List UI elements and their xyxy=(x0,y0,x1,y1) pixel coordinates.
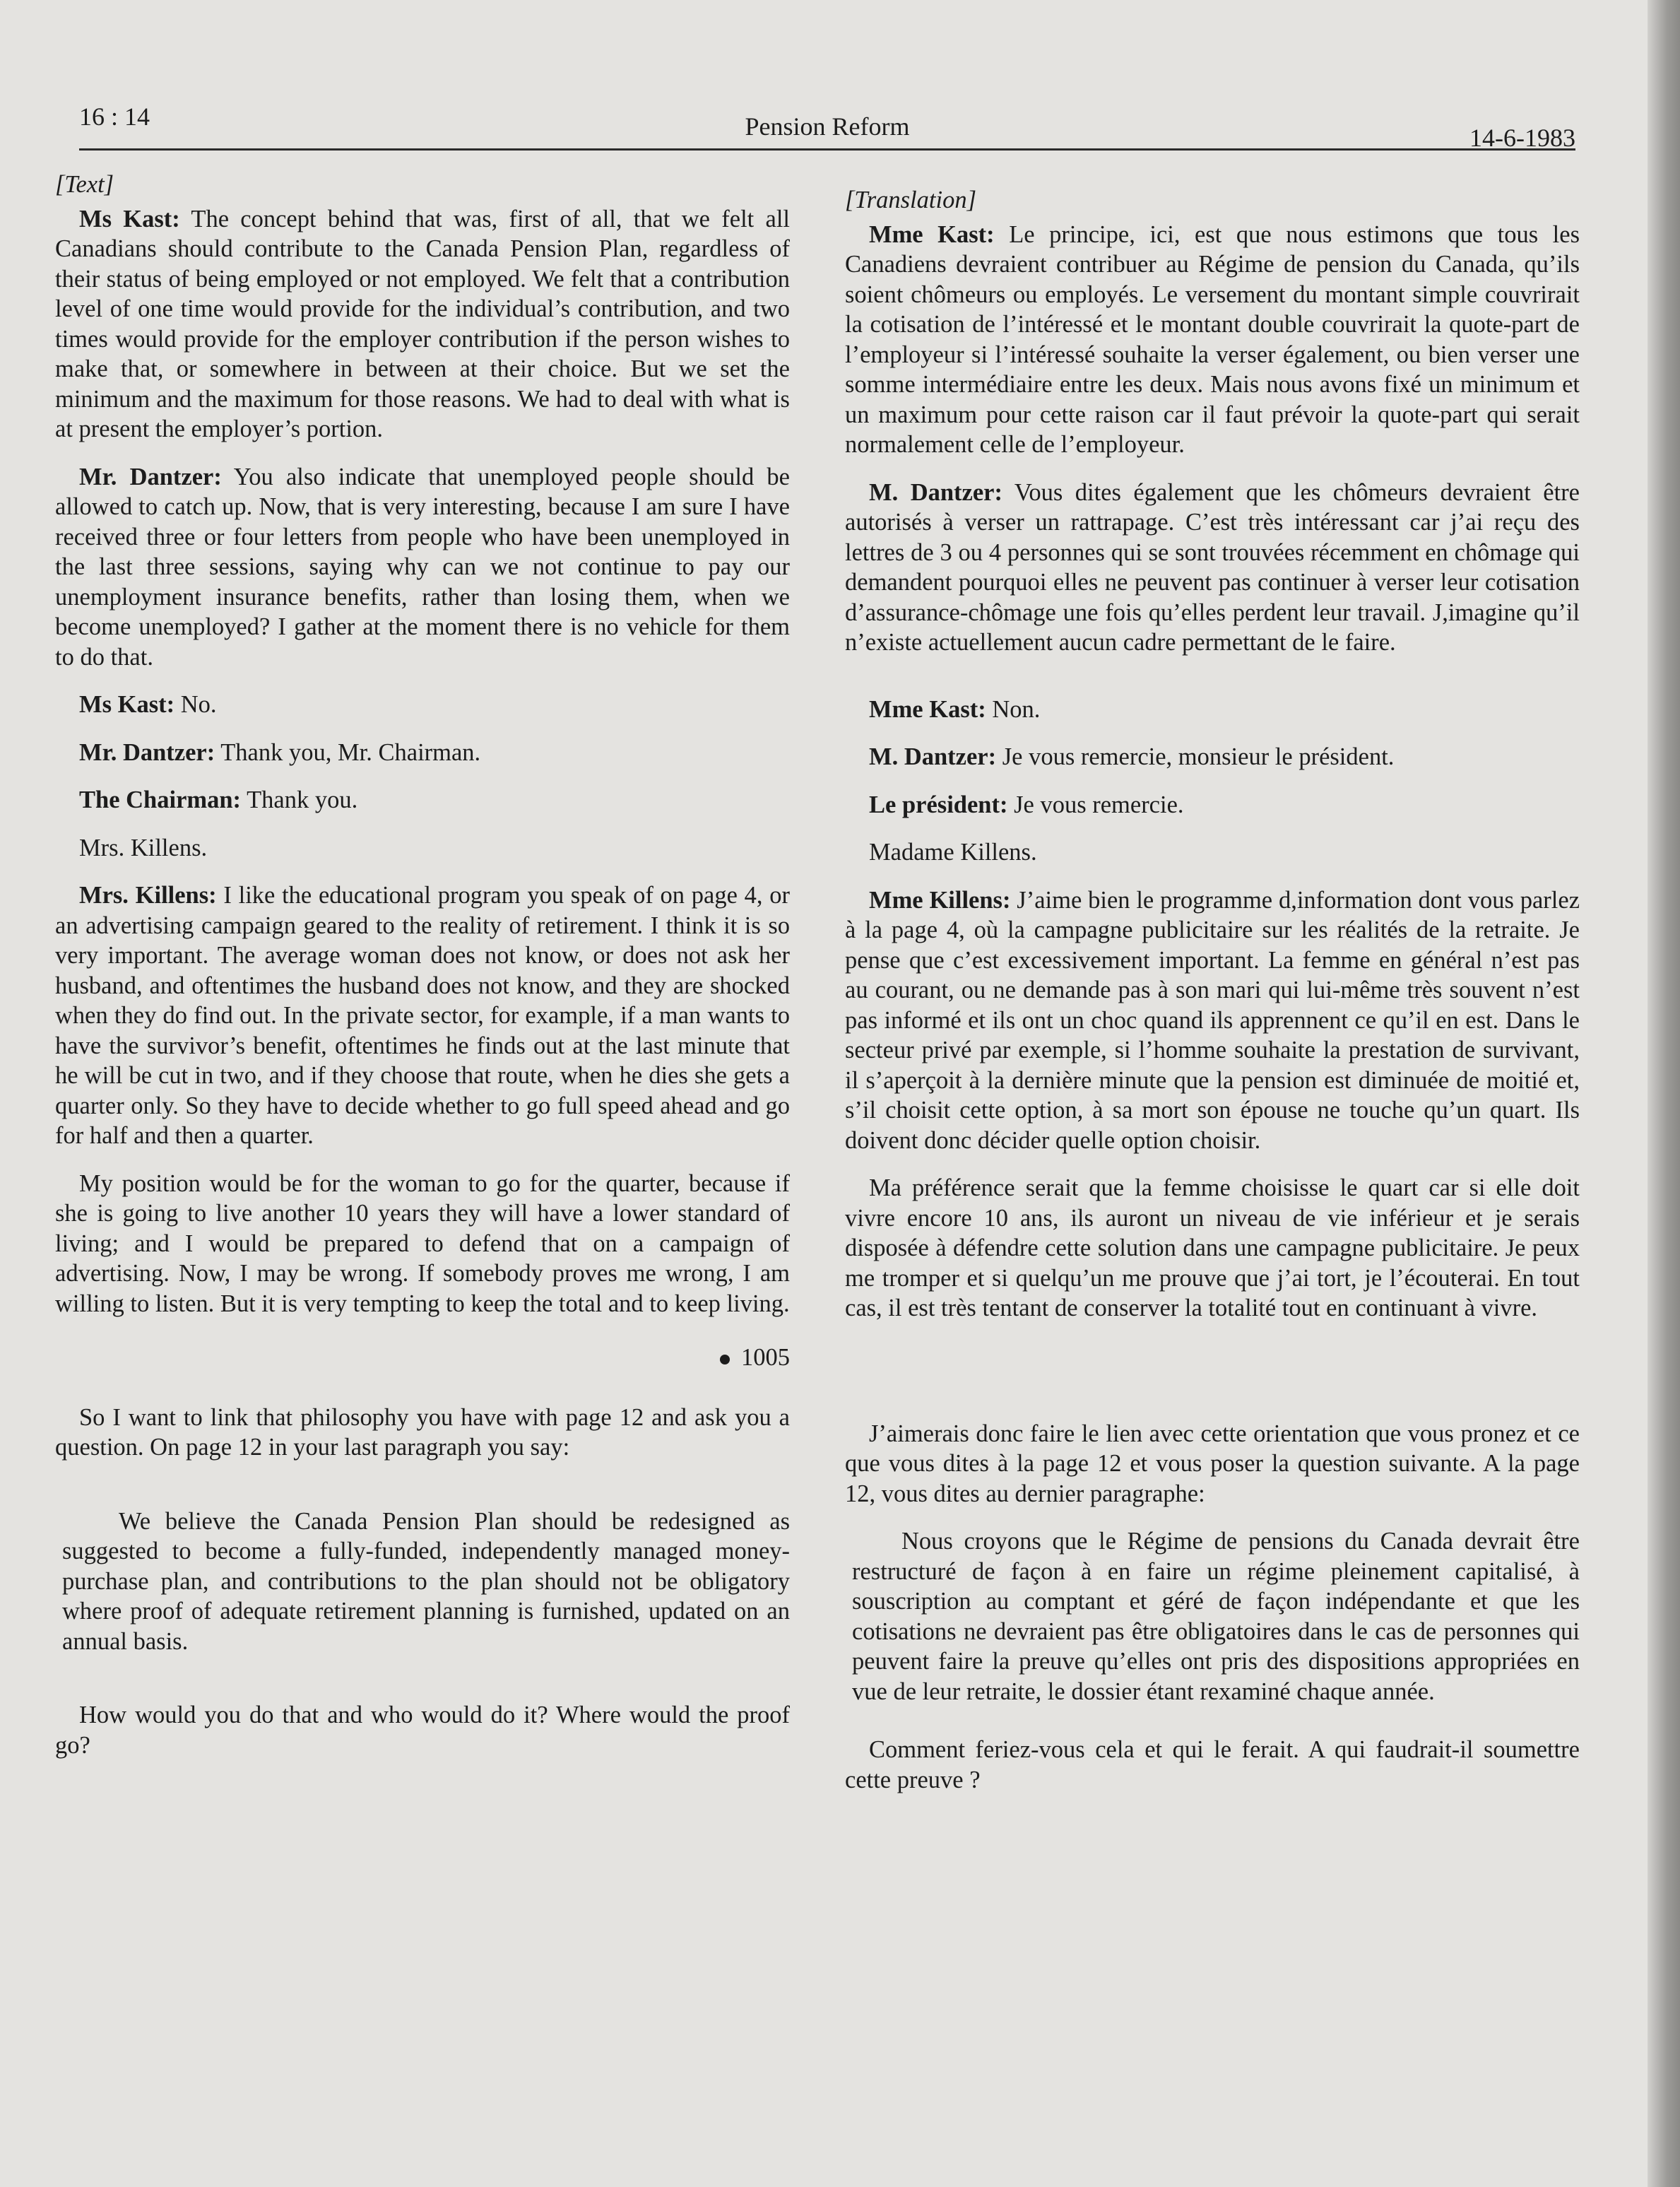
speaker-name: M. Dantzer: xyxy=(869,478,1002,506)
paragraph xyxy=(845,885,1580,1156)
page-header xyxy=(79,98,1575,151)
speaker-name: Mme Kast: xyxy=(869,220,995,248)
paragraph: How would you do that and who would do it? Where would the proof go? xyxy=(55,1702,790,1759)
paragraph xyxy=(845,695,1580,725)
speech-text: Vous dites également que les chômeurs devraient être autorisés à verser un rattrapage. C’est très intéressant car j’ai reçu des lettres de 3 ou 4 personnes qui se sont trouvées récemment en chômage qui demandent pourquoi elles ne peuvent pas continuer à verser leur cotisation d’assurance-chômage une fois qu’elles perdent leur travail. J,imagine qu’il n’existe actuellement aucun cadre permettant de le faire. xyxy=(845,478,1580,656)
french-column xyxy=(845,185,1580,1812)
paragraph: Comment feriez-vous cela et qui le ferait. A qui faudrait-il soumettre cette preuve ? xyxy=(845,1736,1580,1793)
speaker-name: Mr. Dantzer: xyxy=(79,738,215,766)
paragraph xyxy=(55,204,790,444)
time-marker xyxy=(55,1343,790,1373)
speech-text: Je vous remercie. xyxy=(1007,791,1184,818)
speech-text: Je vous remercie, monsieur le président. xyxy=(996,743,1395,770)
speaker-name: Le président: xyxy=(869,791,1008,818)
speaker-name: Mme Killens: xyxy=(869,886,1011,914)
page-date: 14-6-1983 xyxy=(1469,124,1575,152)
page-edge-shadow xyxy=(1648,0,1680,2187)
speaker-name: M. Dantzer: xyxy=(869,743,997,770)
bullet-icon xyxy=(720,1355,730,1364)
english-column xyxy=(55,170,790,1778)
paragraph xyxy=(55,462,790,673)
paragraph xyxy=(55,738,790,768)
time-marker-text: 1005 xyxy=(741,1344,790,1371)
speech-text: Le principe, ici, est que nous estimons que tous les Canadiens devraient contribuer au Régime de pension du Canada, qu’ils soient chômeurs ou employés. Le versement du montant simple couvrirait la cotisation de l’intéressé et le montant double couvrirait la quote-part de l’employeur si l’intéressé souhaite la verser également, ou bien verser une somme intermédiaire entre les deux. Mais nous avons fixé un minimum et un maximum pour cette raison car il faut prévoir la quote-part qui serait normalement celle de l’employeur. xyxy=(845,220,1580,458)
speaker-name: Mme Kast: xyxy=(869,695,986,723)
section-tag: [Text] xyxy=(55,171,114,198)
paragraph: J’aimerais donc faire le lien avec cette orientation que vous pronez et ce que vous dites à la page 12 et vous poser la question suivante. A la page 12, vous dites au dernier paragraphe: xyxy=(845,1420,1580,1507)
speech-text: Non. xyxy=(986,695,1041,723)
block-quote: Nous croyons que le Régime de pensions du Canada devrait être restructuré de façon à en faire un régime pleinement capitalisé, à souscription au comptant et géré de façon indépendante et que les cotisations ne devraient pas être obligatoires dans le cas de personnes qui peuvent faire la preuve qu’elles ont pris des dispositions appropriées en vue de leur retraite, le dossier étant rexaminé chaque année. xyxy=(852,1528,1580,1705)
paragraph: My position would be for the woman to go for the quarter, because if she is going to live another 10 years they will have a lower standard of living; and I would be prepared to defend that on a campaign of advertising. Now, I may be wrong. If somebody proves me wrong, I am willing to listen. But it is very tempting to keep the total and to keep living. xyxy=(55,1169,790,1317)
paragraph: Mrs. Killens. xyxy=(79,834,208,861)
page-title: Pension Reform xyxy=(745,112,910,141)
speaker-name: Mr. Dantzer: xyxy=(79,463,222,490)
speech-text: Thank you. xyxy=(241,786,358,813)
speaker-name: Ms Kast: xyxy=(79,205,180,232)
block-quote: We believe the Canada Pension Plan should be redesigned as suggested to become a fully-funded, independently managed money-purchase plan, and contributions to the plan should not be obligatory where proof of adequate retirement planning is furnished, updated on an annual basis. xyxy=(62,1507,790,1655)
speaker-name: Mrs. Killens: xyxy=(79,882,217,909)
page-number: 16 : 14 xyxy=(79,102,150,131)
speech-text: You also indicate that unemployed people should be allowed to catch up. Now, that is very interesting, because I am sure I have received three or four letters from people who have been unemployed in the last three sessions, saying why can we not continue to pay our unemployment insurance benefits, rather than losing them, when we become unemployed? I gather at the moment there is no vehicle for them to do that. xyxy=(55,463,790,671)
speech-text: J’aime bien le programme d,information dont vous parlez à la page 4, où la campagne publicitaire sur les réalités de la retraite. Je pense que c’est excessivement important. La femme en général n’est pas au courant, ou ne demande pas à son mari qui lui-même très souvent n’est pas informé et ils ont un choc quand ils apprennent ce qu’il en est. Dans le secteur privé par exemple, si l’homme souhaite la prestation de survivant, il s’aperçoit à la dernière minute que la pension est diminuée de moitié et, s’il choisit cette option, à sa mort son épouse ne touche qu’un quart. Ils doivent donc décider quelle option choisir. xyxy=(845,886,1580,1154)
paragraph xyxy=(845,478,1580,658)
paragraph xyxy=(845,790,1580,820)
speech-text: I like the educational program you speak of on page 4, or an advertising campaign geared to the reality of retirement. I think it is so very important. The average woman does not know, or does not ask her husband, and oftentimes the husband does not know, and they are shocked when they do find out. In the private sector, for example, if a man wants to have the survivor’s benefit, oftentimes he finds out at the last minute that he will be cut in two, and if they choose that route, when he dies she gets a quarter only. So they have to decide whether to go full speed ahead and go for half and then a quarter. xyxy=(55,882,790,1149)
speaker-name: The Chairman: xyxy=(79,786,242,813)
section-tag: [Translation] xyxy=(845,187,976,213)
speech-text: No. xyxy=(174,691,217,718)
paragraph xyxy=(55,690,790,720)
paragraph xyxy=(55,880,790,1151)
paragraph xyxy=(845,742,1580,772)
paragraph xyxy=(55,785,790,815)
paragraph: Madame Killens. xyxy=(869,839,1037,866)
speaker-name: Ms Kast: xyxy=(79,691,175,718)
paragraph: So I want to link that philosophy you have with page 12 and ask you a question. On page 12 in your last paragraph you say: xyxy=(55,1403,790,1461)
speech-text: The concept behind that was, first of all, that we felt all Canadians should contribute to the Canada Pension Plan, regardless of their status of being employed or not employed. We felt that a contribution level of one time would provide for the individual’s contribution, and two times would provide for the employer contribution if the person wishes to make that, or somewhere in between at their choice. But we set the minimum and the maximum for those reasons. We had to deal with what is at present the employer’s portion. xyxy=(55,205,790,442)
paragraph xyxy=(845,220,1580,460)
speech-text: Thank you, Mr. Chairman. xyxy=(215,738,481,766)
paragraph: Ma préférence serait que la femme choisisse le quart car si elle doit vivre encore 10 ans, ils auront un niveau de vie inférieur et je serais disposée à défendre cette solution dans une campagne publicitaire. Je peux me tromper et si quelqu’un me prouve que j’ai tort, je l’écouterai. En tout cas, il est très tentant de conserver la totalité tout en continuant à vivre. xyxy=(845,1174,1580,1321)
